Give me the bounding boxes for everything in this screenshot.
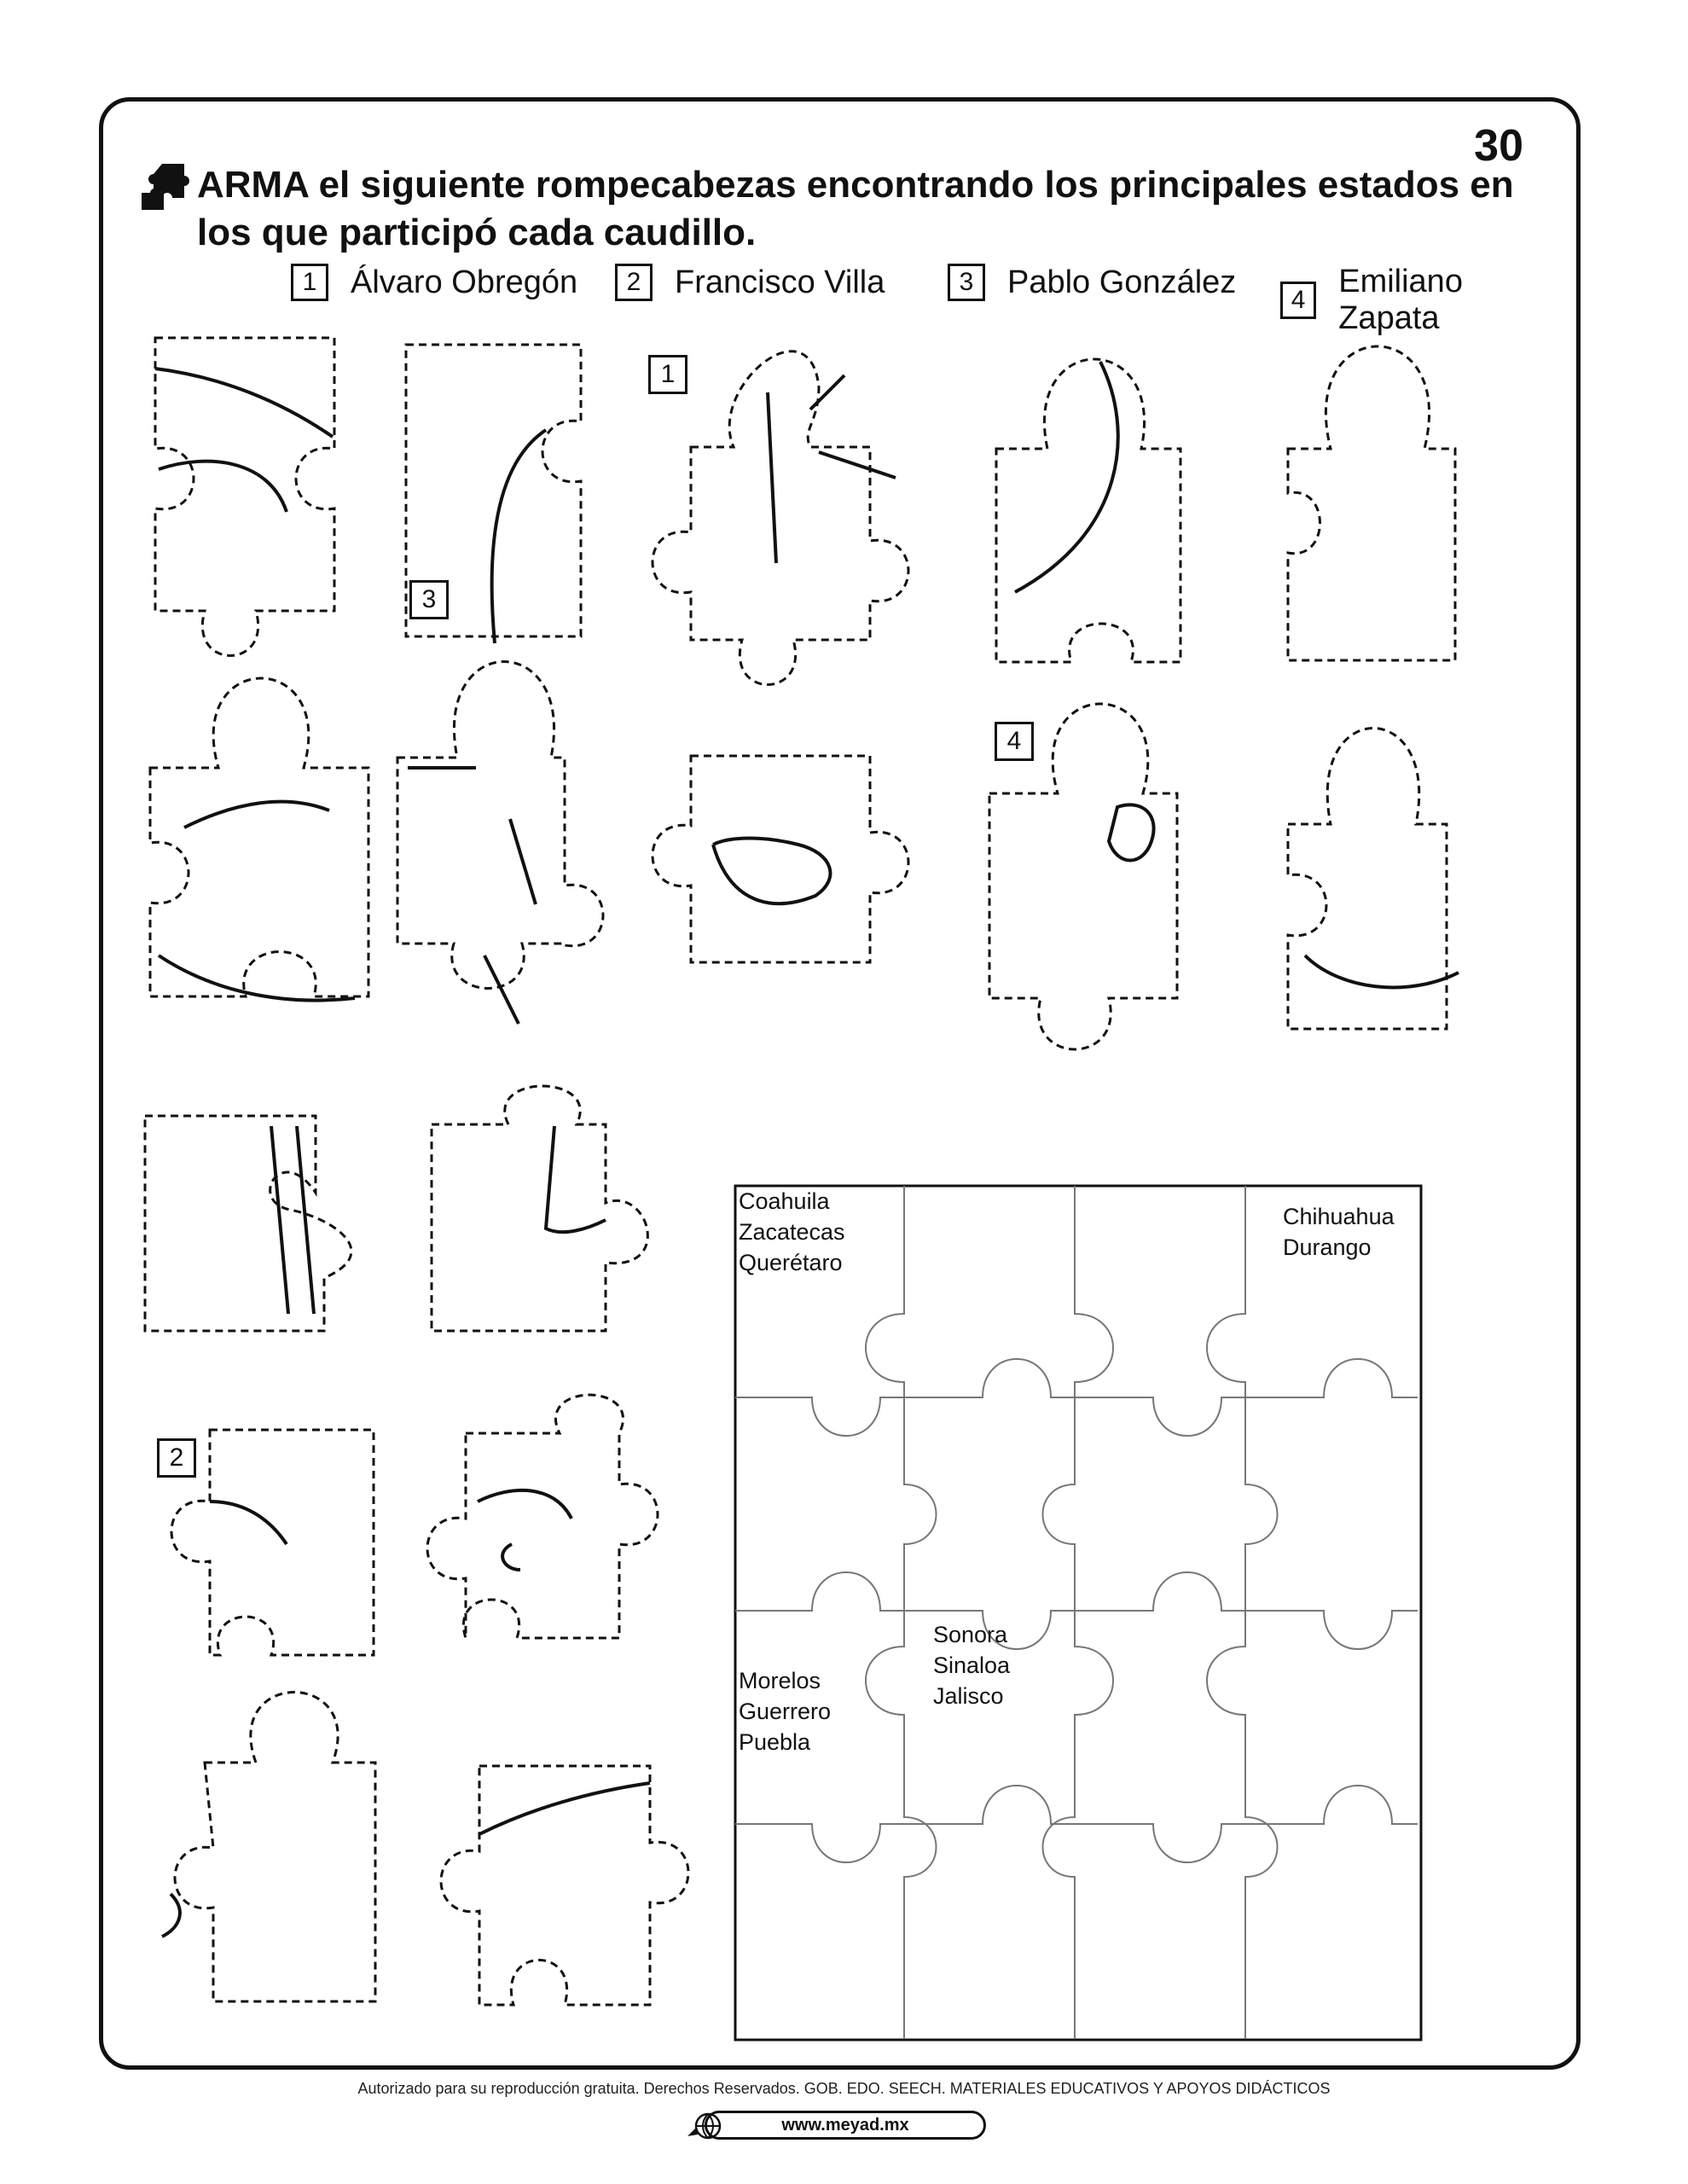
board-label-morelos: Morelos Guerrero Puebla <box>739 1668 832 1755</box>
puzzle-piece <box>653 756 908 962</box>
puzzle-piece <box>653 351 908 685</box>
puzzle-piece <box>175 1693 375 2002</box>
puzzle-piece <box>155 338 334 656</box>
board-label-coahuila: Coahuila Zacatecas Querétaro <box>739 1188 845 1275</box>
puzzle-piece <box>397 662 603 989</box>
board-label-sonora: Sonora Sinaloa Jalisco <box>933 1622 1011 1709</box>
art-fragment <box>768 375 896 563</box>
art-fragment <box>271 1126 314 1314</box>
art-fragment <box>713 839 830 904</box>
instruction-label: ARMA el siguiente rompecabezas encontrando los principales estados en los que participó cada caudillo. <box>197 164 1514 253</box>
footer-website-link[interactable]: www.meyad.mx <box>705 2111 986 2140</box>
legend-number: 4 <box>1280 282 1316 319</box>
puzzle-piece <box>145 1116 351 1331</box>
art-fragment <box>159 462 287 512</box>
legend-name: Pablo González <box>1007 264 1237 300</box>
puzzle-piece <box>150 678 368 996</box>
art-fragment <box>1109 804 1154 860</box>
art-fragment <box>408 768 536 1024</box>
piece-tag-2: 2 <box>157 1438 196 1478</box>
footer-copyright: Autorizado para su reproducción gratuita. Derechos Reservados. GOB. EDO. SEECH. MATERIALES EDUCATIVOS Y APOYOS DIDÁCTICOS <box>357 2080 1331 2097</box>
art-fragment <box>546 1126 606 1232</box>
legend-number: 1 <box>291 264 328 301</box>
art-fragment <box>1015 362 1118 592</box>
piece-tag-4: 4 <box>995 722 1034 761</box>
puzzle-board <box>734 1184 1423 2042</box>
puzzle-piece <box>171 1430 374 1655</box>
art-fragment <box>479 1783 650 1834</box>
puzzle-piece <box>432 1086 647 1331</box>
board-grid-lines <box>735 1186 1418 2039</box>
art-fragment <box>155 369 333 437</box>
legend-name: Francisco Villa <box>675 264 885 300</box>
art-fragment <box>1305 956 1459 987</box>
art-fragment <box>478 1490 571 1570</box>
art-fragment <box>210 1502 287 1544</box>
puzzle-piece <box>1288 346 1455 660</box>
legend-number: 2 <box>615 264 653 301</box>
board-label-chihuahua: Chihuahua Durango <box>1283 1204 1395 1260</box>
puzzle-piece <box>427 1395 658 1638</box>
legend-name: Álvaro Obregón <box>351 264 578 300</box>
art-fragment <box>162 1894 180 1937</box>
piece-tag-1: 1 <box>648 355 687 394</box>
puzzle-piece <box>996 359 1180 662</box>
art-fragment <box>492 430 546 643</box>
legend-name: Emiliano Zapata <box>1338 264 1463 336</box>
legend-number: 3 <box>948 264 985 301</box>
page-number: 30 <box>1474 121 1523 171</box>
piece-tag-3: 3 <box>409 580 449 619</box>
art-fragment <box>159 802 355 1001</box>
